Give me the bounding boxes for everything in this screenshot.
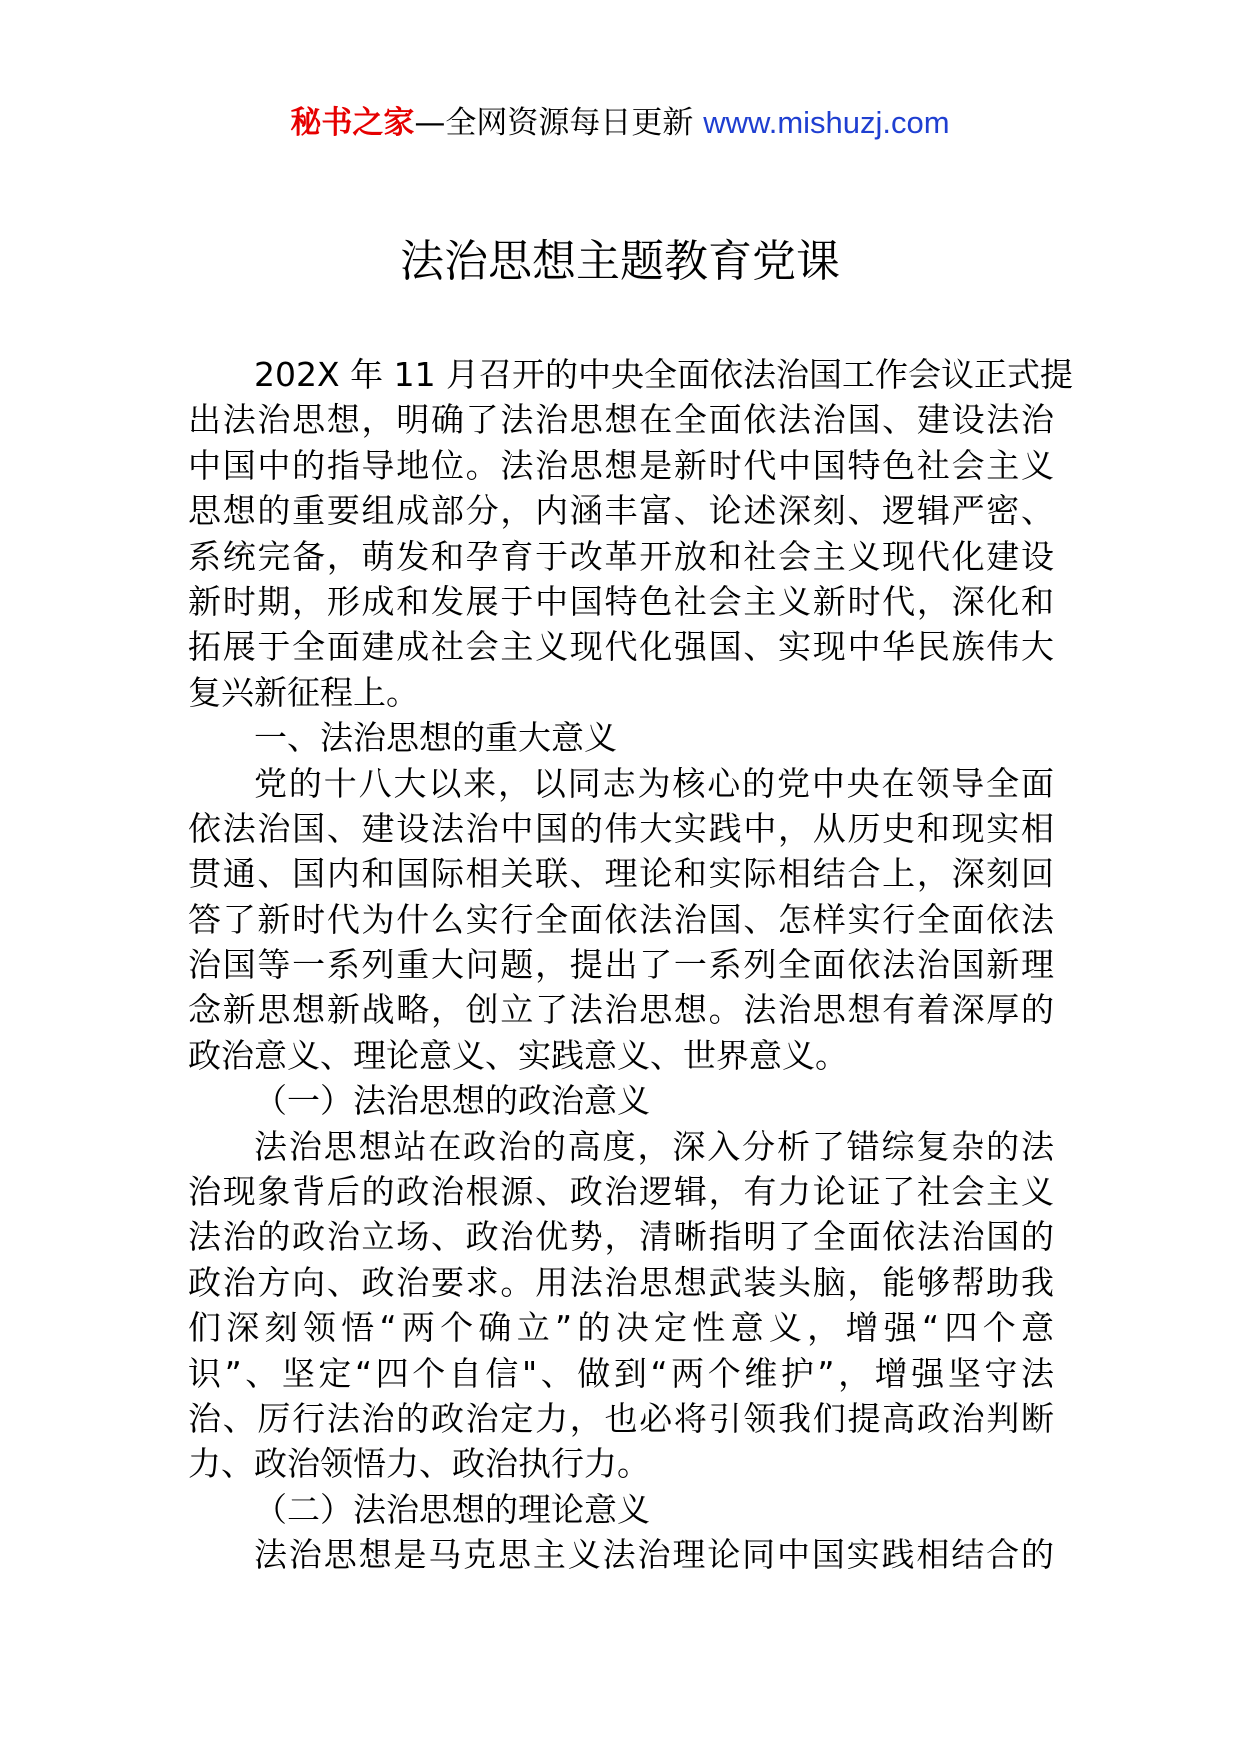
document-title: 法治思想主题教育党课 — [400, 236, 840, 287]
paragraph-line: 系统完备，萌发和孕育于改革开放和社会主义现代化建设 — [188, 536, 1054, 576]
paragraph-line: 复兴新征程上。 — [188, 672, 419, 712]
paragraph-line: 党的十八大以来，以同志为核心的党中央在领导全面 — [254, 763, 1054, 803]
paragraph-line: 202X 年 11 月召开的中央全面依法治国工作会议正式提 — [254, 355, 1074, 394]
paragraph-line: 政治意义、理论意义、实践意义、世界意义。 — [188, 1035, 848, 1075]
paragraph-line: 依法治国、建设法治中国的伟大实践中，从历史和现实相 — [188, 808, 1054, 848]
paragraph-line: 新时期，形成和发展于中国特色社会主义新时代，深化和 — [188, 581, 1054, 621]
paragraph-line: 中国中的指导地位。法治思想是新时代中国特色社会主义 — [188, 445, 1054, 485]
paragraph-line: 念新思想新战略，创立了法治思想。法治思想有着深厚的 — [188, 990, 1054, 1030]
paragraph-line: 思想的重要组成部分，内涵丰富、论述深刻、逻辑严密、 — [188, 491, 1054, 531]
paragraph-line: 力、政治领悟力、政治执行力。 — [188, 1444, 650, 1484]
paragraph-line: 治国等一系列重大问题，提出了一系列全面依法治国新理 — [188, 945, 1054, 985]
paragraph-line: 政治方向、政治要求。用法治思想武装头脑，能够帮助我 — [188, 1262, 1054, 1302]
paragraph-line: 出法治思想，明确了法治思想在全面依法治国、建设法治 — [188, 400, 1054, 440]
header-tagline: —全网资源每日更新 — [414, 105, 694, 141]
paragraph-line: 治现象背后的政治根源、政治逻辑，有力论证了社会主义 — [188, 1172, 1054, 1212]
subsection-heading: （二）法治思想的理论意义 — [254, 1489, 650, 1529]
paragraph-line: 治、厉行法治的政治定力，也必将引领我们提高政治判断 — [188, 1398, 1054, 1438]
paragraph-line: 法治思想是马克思主义法治理论同中国实践相结合的 — [254, 1535, 1054, 1575]
paragraph-line: 法治思想站在政治的高度，深入分析了错综复杂的法 — [254, 1126, 1054, 1166]
paragraph-line: 答了新时代为什么实行全面依法治国、怎样实行全面依法 — [188, 899, 1054, 939]
brand-name: 秘书之家 — [290, 105, 415, 141]
site-url-link[interactable]: www.mishuzj.com — [703, 105, 950, 140]
paragraph-line: 法治的政治立场、政治优势，清晰指明了全面依法治国的 — [188, 1217, 1054, 1257]
document-body — [188, 352, 1074, 1578]
site-header — [0, 100, 1240, 146]
paragraph-line: 拓展于全面建成社会主义现代化强国、实现中华民族伟大 — [188, 627, 1054, 667]
section-heading: 一、法治思想的重大意义 — [254, 718, 617, 758]
paragraph-line: 们深刻领悟“两个确立”的决定性意义，增强“四个意 — [188, 1308, 1054, 1348]
subsection-heading: （一）法治思想的政治意义 — [254, 1081, 650, 1121]
paragraph-line: 识”、坚定“四个自信"、做到“两个维护”，增强坚守法 — [188, 1353, 1054, 1393]
paragraph-line: 贯通、国内和国际相关联、理论和实际相结合上，深刻回 — [188, 854, 1054, 894]
